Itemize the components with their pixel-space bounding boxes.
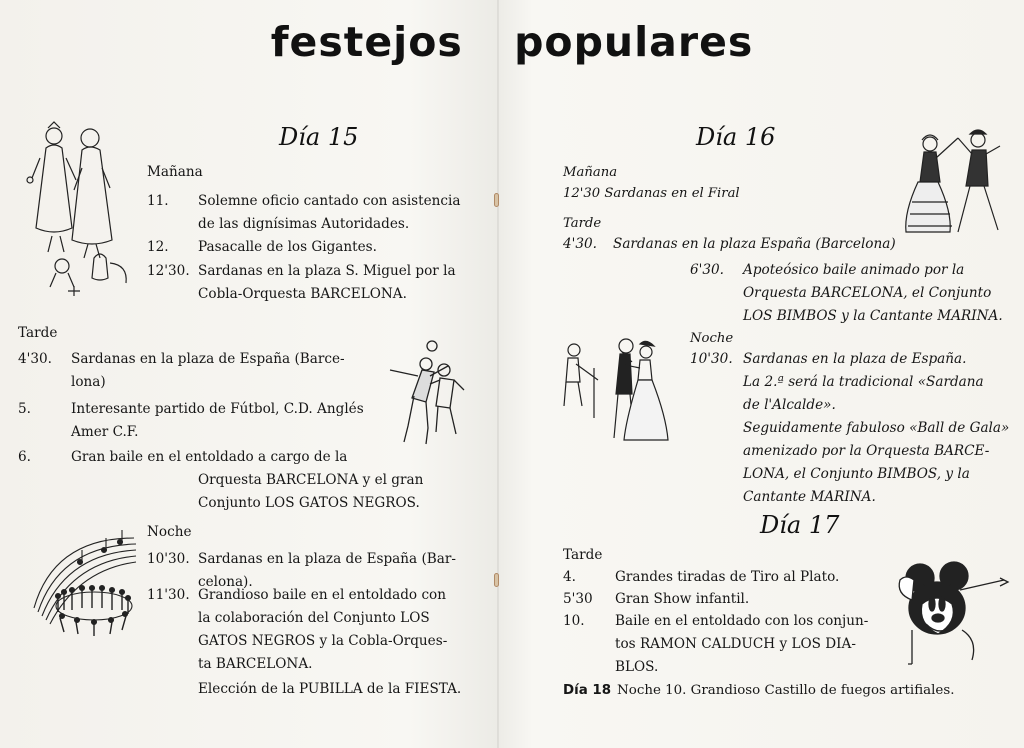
event-time: 5'30 [563,591,593,607]
staple-bottom [494,573,499,587]
folk-dancers-illustration [900,122,1010,242]
event-line: Sardanas en la plaza España (Barcelona) [613,236,896,252]
mickey-mouse-illustration [882,560,1014,665]
event-line: Gran baile en el entoldado a cargo de la [71,449,348,465]
noche-label: Noche [147,524,192,540]
event-time: 12. [147,239,169,255]
event-time: 6'30. [690,262,725,278]
event-line: Amer C.F. [71,424,139,440]
day-17-heading: Día 17 [760,511,840,539]
event-line: Grandioso baile en el entoldado con [198,587,446,603]
day-18-line [563,683,954,698]
event-line: amenizado por la Orquesta BARCE- [743,443,990,459]
event-line: de l'Alcalde». [743,397,836,413]
event-line: BLOS. [615,659,659,675]
event-time: 5. [18,401,31,417]
event-line: Sardanas en la plaza de España (Barce- [71,351,345,367]
tarde-label-17: Tarde [563,547,603,563]
event-line: ta BARCELONA. [198,656,313,672]
day-15-heading: Día 15 [279,123,359,151]
day-18-text: Noche 10. Grandioso Castillo de fuegos artifiales. [617,683,955,698]
event-line: Grandes tiradas de Tiro al Plato. [615,569,840,585]
event-line: Orquesta BARCELONA y el gran [198,472,424,488]
event-line: Cantante MARINA. [743,489,876,505]
event-time: 12'30. [147,263,190,279]
event-line: La 2.ª será la tradicional «Sardana [743,374,984,390]
event-line: Cobla-Orquesta BARCELONA. [198,286,407,302]
noche-label-16: Noche [690,331,734,346]
event-line: tos RAMON CALDUCH y LOS DIA- [615,636,856,652]
sardana-dancers-illustration [24,528,144,638]
event-time: 10'30. [690,351,733,367]
staple-top [494,193,499,207]
manana-label-16: Mañana [563,165,618,180]
event-line: Interesante partido de Fútbol, C.D. Anglés [71,401,364,417]
manana-label: Mañana [147,164,203,180]
event-time: 11'30. [147,587,190,603]
event-time: 4'30. [18,351,53,367]
ballroom-couple-illustration [560,334,670,444]
event-time: 10. [563,613,585,629]
event-line: Solemne oficio cantado con asistencia [198,193,461,209]
event-line: Sardanas en la plaza de España (Bar- [198,551,456,567]
event-line: LONA, el Conjunto BIMBOS, y la [743,466,970,482]
event-line: Pasacalle de los Gigantes. [198,239,377,255]
day-18-label: Día 18 [563,683,612,698]
event-time: 6. [18,449,31,465]
event-line: lona) [71,374,106,390]
event-time: 11. [147,193,169,209]
tarde-label-16: Tarde [563,216,602,231]
event-line: Apoteósico baile animado por la [743,262,965,278]
event-line: Conjunto LOS GATOS NEGROS. [198,495,420,511]
day-16-heading: Día 16 [696,123,776,151]
event-line: la colaboración del Conjunto LOS [198,610,430,626]
event-line: Sardanas en la plaza de España. [743,351,967,367]
event-line: Baile en el entoldado con los conjun- [615,613,869,629]
pubilla-election: Elección de la PUBILLA de la FIESTA. [198,681,462,697]
event-day16-1230: 12'30 Sardanas en el Firal [563,186,740,201]
event-line: GATOS NEGROS y la Cobla-Orques- [198,633,448,649]
event-line: Sardanas en la plaza S. Miguel por la [198,263,456,279]
event-line: Seguidamente fabuloso «Ball de Gala» [743,420,1010,436]
page-spine [497,0,499,748]
tarde-label: Tarde [18,325,58,341]
event-time: 10'30. [147,551,190,567]
event-line: LOS BIMBOS y la Cantante MARINA. [743,308,1003,324]
event-line: Orquesta BARCELONA, el Conjunto [743,285,992,301]
football-players-illustration [384,340,469,450]
event-time: 4'30. [563,236,598,252]
event-line: celona). [198,574,253,590]
giants-illustration [22,118,132,303]
event-line: de las dignísimas Autoridades. [198,216,410,232]
event-time: 4. [563,569,576,585]
event-line: Gran Show infantil. [615,591,750,607]
page-title: festejos populares [270,18,754,66]
